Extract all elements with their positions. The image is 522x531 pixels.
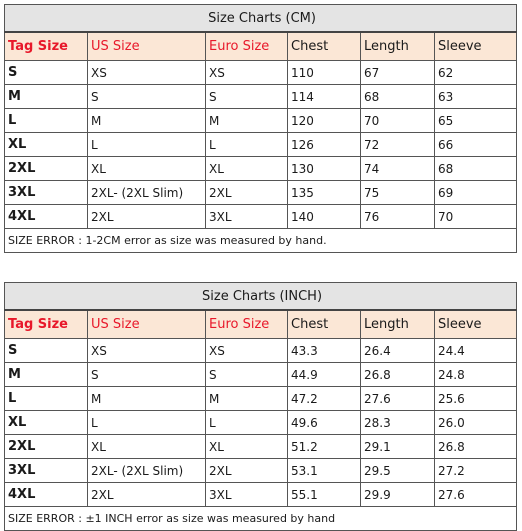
cell-tag-size: S (5, 61, 88, 85)
cell-euro-size: M (206, 109, 288, 133)
cell-euro-size: 3XL (206, 483, 288, 507)
cell-euro-size: 2XL (206, 181, 288, 205)
size-chart-cm (4, 4, 517, 253)
header-length: Length (361, 310, 435, 339)
cell-chest: 49.6 (288, 411, 361, 435)
size-error-note: SIZE ERROR : ±1 INCH error as size was measured by hand (5, 507, 517, 531)
table-row (5, 411, 517, 435)
cell-length: 29.9 (361, 483, 435, 507)
cell-us-size: 2XL- (2XL Slim) (88, 459, 206, 483)
cell-length: 70 (361, 109, 435, 133)
header-tag-size: Tag Size (5, 310, 88, 339)
cell-euro-size: S (206, 85, 288, 109)
cell-chest: 126 (288, 133, 361, 157)
table-row (5, 483, 517, 507)
cell-euro-size: XL (206, 157, 288, 181)
cell-sleeve: 66 (435, 133, 517, 157)
cell-us-size: S (88, 363, 206, 387)
cell-euro-size: 3XL (206, 205, 288, 229)
cell-chest: 43.3 (288, 339, 361, 363)
cell-chest: 114 (288, 85, 361, 109)
cell-sleeve: 68 (435, 157, 517, 181)
cell-tag-size: L (5, 109, 88, 133)
cell-length: 67 (361, 61, 435, 85)
table-row (5, 85, 517, 109)
cell-tag-size: 3XL (5, 181, 88, 205)
size-chart-inch (4, 282, 517, 531)
table-row (5, 181, 517, 205)
header-us-size: US Size (88, 310, 206, 339)
cell-us-size: XS (88, 61, 206, 85)
cell-tag-size: 3XL (5, 459, 88, 483)
table-row (5, 339, 517, 363)
cell-euro-size: S (206, 363, 288, 387)
cell-us-size: L (88, 411, 206, 435)
header-chest: Chest (288, 32, 361, 61)
cell-us-size: L (88, 133, 206, 157)
cell-sleeve: 27.6 (435, 483, 517, 507)
cell-tag-size: M (5, 85, 88, 109)
cell-length: 26.8 (361, 363, 435, 387)
cell-euro-size: L (206, 133, 288, 157)
header-chest: Chest (288, 310, 361, 339)
table-row (5, 363, 517, 387)
cell-tag-size: M (5, 363, 88, 387)
header-tag-size: Tag Size (5, 32, 88, 61)
cell-us-size: XL (88, 157, 206, 181)
header-sleeve: Sleeve (435, 32, 517, 61)
cell-us-size: M (88, 387, 206, 411)
cell-sleeve: 26.8 (435, 435, 517, 459)
table-row (5, 435, 517, 459)
cell-chest: 44.9 (288, 363, 361, 387)
cell-sleeve: 24.8 (435, 363, 517, 387)
cell-tag-size: 4XL (5, 483, 88, 507)
cell-sleeve: 69 (435, 181, 517, 205)
cell-chest: 47.2 (288, 387, 361, 411)
cell-sleeve: 63 (435, 85, 517, 109)
chart-title: Size Charts (INCH) (5, 283, 517, 311)
cell-chest: 53.1 (288, 459, 361, 483)
cell-tag-size: 2XL (5, 435, 88, 459)
size-error-note: SIZE ERROR : 1-2CM error as size was measured by hand. (5, 229, 517, 253)
cell-chest: 110 (288, 61, 361, 85)
cell-euro-size: 2XL (206, 459, 288, 483)
chart-title: Size Charts (CM) (5, 5, 517, 33)
cell-chest: 120 (288, 109, 361, 133)
cell-sleeve: 27.2 (435, 459, 517, 483)
cell-euro-size: XS (206, 61, 288, 85)
cell-length: 75 (361, 181, 435, 205)
cell-us-size: M (88, 109, 206, 133)
cell-us-size: 2XL (88, 483, 206, 507)
cell-tag-size: 2XL (5, 157, 88, 181)
header-euro-size: Euro Size (206, 310, 288, 339)
cell-length: 26.4 (361, 339, 435, 363)
cell-sleeve: 62 (435, 61, 517, 85)
cell-sleeve: 70 (435, 205, 517, 229)
cell-length: 72 (361, 133, 435, 157)
cell-us-size: XL (88, 435, 206, 459)
table-row (5, 459, 517, 483)
cell-euro-size: XL (206, 435, 288, 459)
cell-euro-size: L (206, 411, 288, 435)
cell-chest: 55.1 (288, 483, 361, 507)
cell-sleeve: 65 (435, 109, 517, 133)
cell-sleeve: 24.4 (435, 339, 517, 363)
cell-chest: 140 (288, 205, 361, 229)
cell-length: 27.6 (361, 387, 435, 411)
cell-length: 28.3 (361, 411, 435, 435)
cell-length: 74 (361, 157, 435, 181)
cell-us-size: XS (88, 339, 206, 363)
cell-chest: 135 (288, 181, 361, 205)
cell-us-size: 2XL- (2XL Slim) (88, 181, 206, 205)
header-sleeve: Sleeve (435, 310, 517, 339)
cell-length: 68 (361, 85, 435, 109)
cell-euro-size: M (206, 387, 288, 411)
cell-tag-size: L (5, 387, 88, 411)
cell-sleeve: 25.6 (435, 387, 517, 411)
cell-length: 29.1 (361, 435, 435, 459)
cell-us-size: S (88, 85, 206, 109)
header-row (5, 32, 517, 61)
cell-sleeve: 26.0 (435, 411, 517, 435)
cell-tag-size: 4XL (5, 205, 88, 229)
cell-us-size: 2XL (88, 205, 206, 229)
cell-length: 76 (361, 205, 435, 229)
cell-chest: 130 (288, 157, 361, 181)
header-row (5, 310, 517, 339)
cell-length: 29.5 (361, 459, 435, 483)
table-row (5, 109, 517, 133)
table-row (5, 387, 517, 411)
table-row (5, 205, 517, 229)
header-length: Length (361, 32, 435, 61)
cell-tag-size: XL (5, 133, 88, 157)
header-euro-size: Euro Size (206, 32, 288, 61)
table-row (5, 157, 517, 181)
cell-tag-size: XL (5, 411, 88, 435)
table-row (5, 61, 517, 85)
cell-tag-size: S (5, 339, 88, 363)
table-row (5, 133, 517, 157)
cell-euro-size: XS (206, 339, 288, 363)
header-us-size: US Size (88, 32, 206, 61)
cell-chest: 51.2 (288, 435, 361, 459)
